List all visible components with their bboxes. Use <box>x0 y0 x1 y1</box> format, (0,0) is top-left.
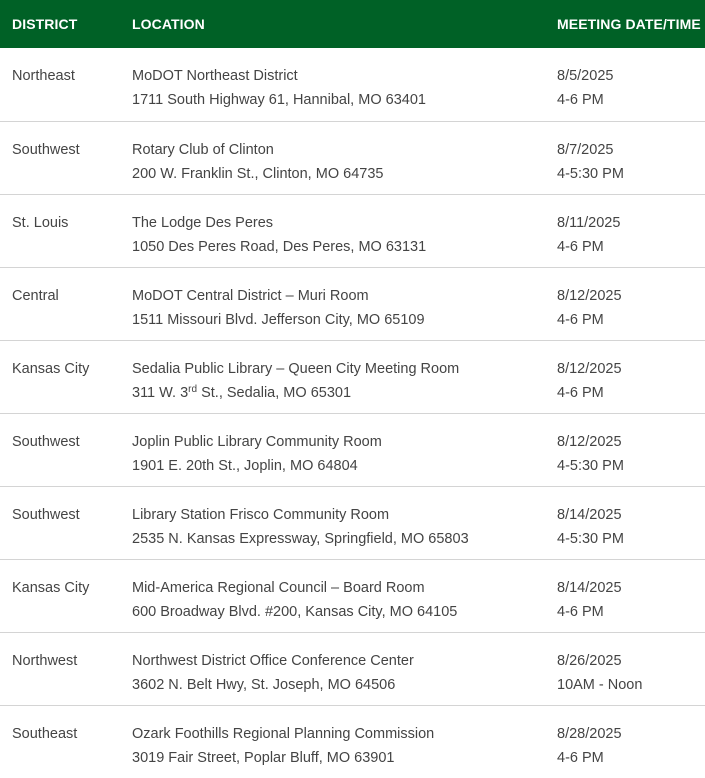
location-cell <box>120 267 545 340</box>
district-cell: Kansas City <box>12 579 90 596</box>
location-address: 1901 E. 20th St., Joplin, MO 64804 <box>132 457 358 474</box>
location-address: 600 Broadway Blvd. #200, Kansas City, MO 64105 <box>132 603 458 620</box>
location-name: Sedalia Public Library – Queen City Meeting Room <box>132 360 460 377</box>
meeting-cell <box>545 413 705 486</box>
table-row <box>0 632 705 705</box>
meeting-time: 4-6 PM <box>557 384 604 401</box>
location-cell <box>120 632 545 705</box>
location-address: 200 W. Franklin St., Clinton, MO 64735 <box>132 165 384 182</box>
meeting-date: 8/14/2025 <box>557 506 622 523</box>
meeting-cell <box>545 559 705 632</box>
location-cell <box>120 559 545 632</box>
district-cell: Southwest <box>12 141 80 158</box>
table-row <box>0 705 705 778</box>
location-cell <box>120 340 545 413</box>
location-name: MoDOT Northeast District <box>132 68 298 84</box>
table-row <box>0 559 705 632</box>
location-address: 3019 Fair Street, Poplar Bluff, MO 63901 <box>132 749 395 766</box>
table-row <box>0 267 705 340</box>
table-row <box>0 194 705 267</box>
district-cell: Central <box>12 287 59 304</box>
meeting-cell <box>545 194 705 267</box>
location-cell <box>120 486 545 559</box>
meeting-date: 8/7/2025 <box>557 141 614 158</box>
location-cell <box>120 121 545 194</box>
location-name: Ozark Foothills Regional Planning Commission <box>132 725 435 742</box>
table-row <box>0 413 705 486</box>
meeting-time: 4-6 PM <box>557 92 604 108</box>
location-address: 3602 N. Belt Hwy, St. Joseph, MO 64506 <box>132 676 396 693</box>
district-cell: Southwest <box>12 506 80 523</box>
meeting-date: 8/26/2025 <box>557 652 622 669</box>
location-address: 1511 Missouri Blvd. Jefferson City, MO 65109 <box>132 311 425 328</box>
header-row <box>0 0 705 48</box>
location-address: 1711 South Highway 61, Hannibal, MO 63401 <box>132 92 426 108</box>
meeting-time: 4-5:30 PM <box>557 457 624 474</box>
location-cell <box>120 705 545 778</box>
district-cell: St. Louis <box>12 214 69 231</box>
meeting-date: 8/12/2025 <box>557 433 622 450</box>
meeting-date: 8/5/2025 <box>557 68 614 84</box>
district-cell: Northwest <box>12 652 78 669</box>
location-name: Rotary Club of Clinton <box>132 141 274 158</box>
location-name: Library Station Frisco Community Room <box>132 506 390 523</box>
district-cell: Southwest <box>12 433 80 450</box>
location-cell <box>120 413 545 486</box>
table-row <box>0 486 705 559</box>
district-cell: Kansas City <box>12 360 90 377</box>
meeting-time: 4-6 PM <box>557 749 604 766</box>
district-cell: Northeast <box>12 68 75 84</box>
meeting-cell <box>545 48 705 121</box>
meeting-cell <box>545 121 705 194</box>
meeting-time: 10AM - Noon <box>557 676 643 693</box>
meeting-date-time-column-header: MEETING DATE/TIME <box>557 16 701 32</box>
meeting-cell <box>545 267 705 340</box>
meeting-date: 8/11/2025 <box>557 214 621 231</box>
meeting-cell <box>545 705 705 778</box>
meeting-time: 4-6 PM <box>557 603 604 620</box>
location-address: 2535 N. Kansas Expressway, Springfield, MO 65803 <box>132 530 469 547</box>
table-row <box>0 340 705 413</box>
meeting-cell <box>545 340 705 413</box>
location-cell <box>120 194 545 267</box>
table-header <box>0 0 705 48</box>
meeting-time: 4-6 PM <box>557 238 604 255</box>
location-cell <box>120 48 545 121</box>
table-row <box>0 121 705 194</box>
meeting-cell <box>545 632 705 705</box>
location-name: Northwest District Office Conference Center <box>132 652 414 669</box>
meeting-date: 8/12/2025 <box>557 360 622 377</box>
meeting-cell <box>545 486 705 559</box>
meeting-time: 4-5:30 PM <box>557 530 624 547</box>
location-column-header: LOCATION <box>132 16 205 32</box>
meeting-date: 8/28/2025 <box>557 725 622 742</box>
meeting-time: 4-6 PM <box>557 311 604 328</box>
district-cell: Southeast <box>12 725 78 742</box>
address-prefix: 311 W. 3 <box>132 384 189 401</box>
location-address <box>132 381 545 405</box>
meeting-time: 4-5:30 PM <box>557 165 624 182</box>
district-column-header: DISTRICT <box>12 16 78 32</box>
table-row <box>0 48 705 121</box>
location-name: The Lodge Des Peres <box>132 214 274 231</box>
meeting-date: 8/14/2025 <box>557 579 622 596</box>
ordinal-suffix: rd <box>188 383 198 395</box>
location-name: MoDOT Central District – Muri Room <box>132 287 369 304</box>
meeting-date: 8/12/2025 <box>557 287 622 304</box>
location-name: Joplin Public Library Community Room <box>132 433 382 450</box>
location-address: 1050 Des Peres Road, Des Peres, MO 63131 <box>132 238 427 255</box>
address-suffix: St., Sedalia, MO 65301 <box>197 384 352 401</box>
location-name: Mid-America Regional Council – Board Room <box>132 579 425 596</box>
